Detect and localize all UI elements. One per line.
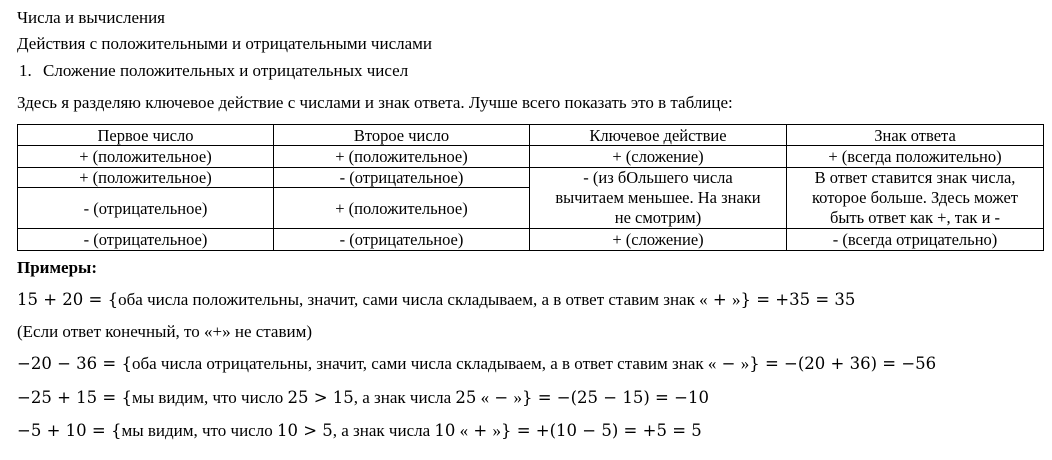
- sign-symbol: +: [707, 290, 732, 309]
- header-key-action: Ключевое действие: [530, 125, 787, 146]
- subtopic-heading: Действия с положительными и отрицательными числами: [17, 34, 432, 53]
- merged-sign-line: В ответ ставится знак числа,: [814, 168, 1016, 187]
- table-cell: + (положительное): [18, 146, 274, 168]
- quote-open: «: [455, 421, 469, 440]
- rules-table: [17, 124, 1044, 251]
- table-cell: - (всегда отрицательно): [787, 229, 1044, 251]
- table-row: [18, 168, 1044, 188]
- sign-symbol: +: [468, 421, 493, 440]
- intro-paragraph: Здесь я разделяю ключевое действие с числами и знак ответа. Лучше всего показать это в таблице:: [17, 93, 733, 112]
- header-answer-sign: Знак ответа: [787, 125, 1044, 146]
- merged-sign-cell: [787, 168, 1044, 229]
- explanation-text: оба числа положительны, значит, сами числа складываем, а в ответ ставим знак «: [118, 290, 708, 309]
- equation-lhs: −20 − 36 = {: [17, 354, 132, 373]
- merged-action-line: вычитаем меньшее. На знаки: [555, 188, 761, 207]
- explanation-text: оба числа отрицательны, значит, сами числа складываем, а в ответ ставим знак «: [131, 354, 717, 373]
- number: 10: [434, 421, 456, 440]
- section-title: Сложение положительных и отрицательных чисел: [43, 61, 409, 80]
- example-2: [17, 354, 936, 374]
- sign-symbol: −: [716, 354, 741, 373]
- table-row: [18, 229, 1044, 251]
- equation-rhs: } = −(25 − 15) = −10: [521, 388, 709, 407]
- merged-action-cell: [530, 168, 787, 229]
- table-row: [18, 146, 1044, 168]
- table-cell: + (положительное): [18, 168, 274, 188]
- explanation-text: , а знак числа: [353, 388, 456, 407]
- number: 25: [455, 388, 477, 407]
- equation-lhs: −25 + 15 = {: [17, 388, 132, 407]
- table-cell: + (сложение): [530, 229, 787, 251]
- merged-sign-line: быть ответ как +, так и -: [829, 208, 1001, 227]
- header-first-number: Первое число: [18, 125, 274, 146]
- table-header-row: [18, 125, 1044, 146]
- equation-rhs: } = +35 = 35: [740, 290, 856, 309]
- example-4: [17, 421, 702, 441]
- example-note: (Если ответ конечный, то «+» не ставим): [17, 322, 313, 341]
- equation-lhs: −5 + 10 = {: [17, 421, 122, 440]
- merged-action-line: не смотрим): [614, 208, 702, 227]
- examples-label: Примеры:: [17, 258, 97, 277]
- equation-lhs: 15 + 20 = {: [17, 290, 119, 309]
- table-cell: - (отрицательное): [274, 229, 530, 251]
- explanation-text: мы видим, что число: [131, 388, 288, 407]
- explanation-text: мы видим, что число: [121, 421, 277, 440]
- merged-action-line: - (из бОльшего числа: [583, 168, 733, 187]
- table-cell: + (положительное): [274, 146, 530, 168]
- explanation-text: , а знак числа: [332, 421, 435, 440]
- comparison: 25 > 15: [287, 388, 354, 407]
- table-cell: + (всегда положительно): [787, 146, 1044, 168]
- equation-rhs: } = −(20 + 36) = −56: [749, 354, 937, 373]
- merged-sign-line: которое больше. Здесь может: [811, 188, 1019, 207]
- quote-close: »: [492, 421, 501, 440]
- table-cell: + (сложение): [530, 146, 787, 168]
- table-cell: - (отрицательное): [18, 229, 274, 251]
- equation-rhs: } = +(10 − 5) = +5 = 5: [500, 421, 702, 440]
- table-cell: - (отрицательное): [274, 168, 530, 188]
- quote-close: »: [740, 354, 750, 373]
- header-second-number: Второе число: [274, 125, 530, 146]
- section-number: 1.: [19, 61, 32, 80]
- sign-symbol: −: [489, 388, 514, 407]
- quote-open: «: [476, 388, 490, 407]
- section-heading: [19, 61, 408, 81]
- quote-close: »: [731, 290, 741, 309]
- quote-close: »: [513, 388, 522, 407]
- table-cell: - (отрицательное): [18, 188, 274, 229]
- comparison: 10 > 5: [276, 421, 333, 440]
- example-3: [17, 388, 709, 408]
- example-1: [17, 290, 855, 310]
- topic-heading: Числа и вычисления: [17, 8, 166, 27]
- table-cell: + (положительное): [274, 188, 530, 229]
